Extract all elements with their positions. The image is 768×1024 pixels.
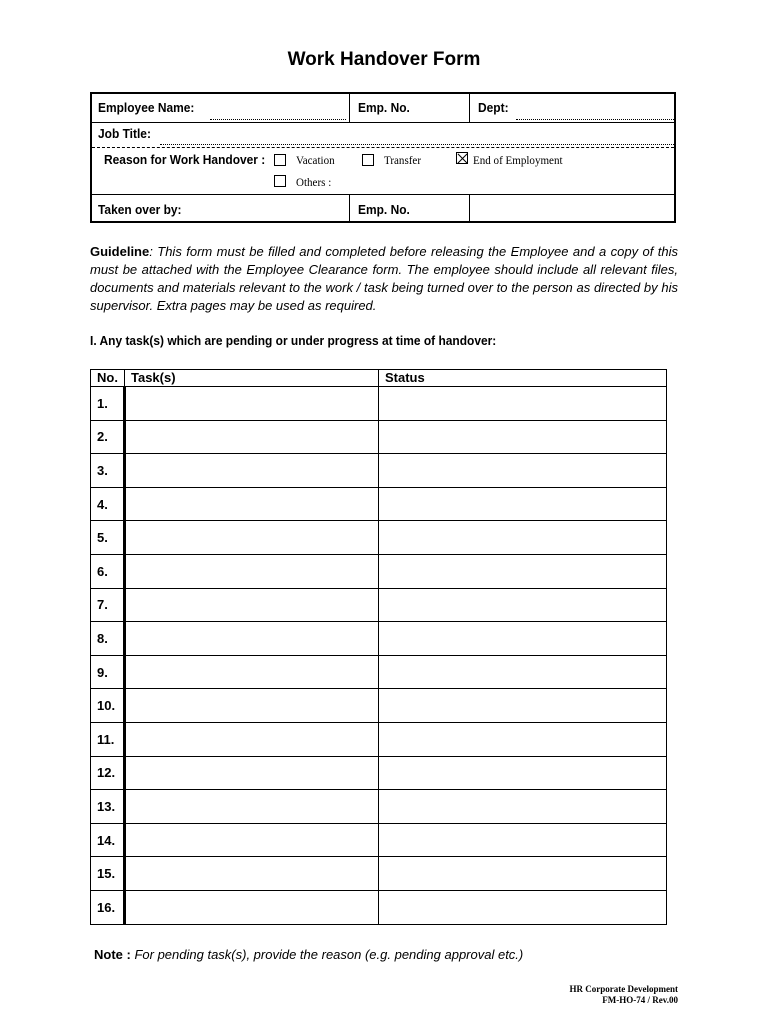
status-cell[interactable] <box>379 487 667 521</box>
task-cell[interactable] <box>125 454 379 488</box>
job-title-field[interactable] <box>160 144 674 145</box>
table-row <box>91 655 667 689</box>
table-row <box>91 420 667 454</box>
emp-no-label: Emp. No. <box>358 100 410 115</box>
guideline-paragraph <box>90 243 678 315</box>
status-cell[interactable] <box>379 823 667 857</box>
table-row <box>91 689 667 723</box>
emp-no-2-label: Emp. No. <box>358 202 410 217</box>
status-cell[interactable] <box>379 420 667 454</box>
table-row <box>91 823 667 857</box>
status-cell[interactable] <box>379 689 667 723</box>
guideline-text: : This form must be filled and completed before releasing the Employee and a copy of this must be attached with the Employee Clearance form. The employee should include all relevant files, documents and materials relevant to the work / task being turned over to the person as directed by his supervisor. Extra pages may be used as required. <box>90 244 678 313</box>
task-rows <box>91 387 667 925</box>
table-row <box>91 756 667 790</box>
task-cell[interactable] <box>125 487 379 521</box>
note-label: Note : <box>94 947 131 962</box>
row-number: 9. <box>91 655 125 689</box>
note <box>94 947 523 962</box>
footer <box>570 984 678 1006</box>
vacation-option-label: Vacation <box>296 153 335 167</box>
status-cell[interactable] <box>379 655 667 689</box>
row-number: 1. <box>91 387 125 421</box>
row-number: 8. <box>91 622 125 656</box>
table-header-row <box>91 370 667 387</box>
task-cell[interactable] <box>125 420 379 454</box>
footer-form-code: FM-HO-74 / Rev.00 <box>602 995 678 1005</box>
row-number: 10. <box>91 689 125 723</box>
others-checkbox[interactable] <box>274 175 286 187</box>
col-divider <box>349 94 350 122</box>
task-cell[interactable] <box>125 823 379 857</box>
transfer-option-label: Transfer <box>384 153 422 167</box>
table-row <box>91 722 667 756</box>
row-number: 12. <box>91 756 125 790</box>
row-divider <box>92 122 674 123</box>
table-row <box>91 622 667 656</box>
task-cell[interactable] <box>125 554 379 588</box>
table-row <box>91 588 667 622</box>
status-cell[interactable] <box>379 857 667 891</box>
status-cell[interactable] <box>379 756 667 790</box>
task-cell[interactable] <box>125 756 379 790</box>
status-cell[interactable] <box>379 790 667 824</box>
row-number: 4. <box>91 487 125 521</box>
status-cell[interactable] <box>379 622 667 656</box>
task-cell[interactable] <box>125 387 379 421</box>
column-header-status: Status <box>379 370 667 387</box>
table-row <box>91 790 667 824</box>
row-number: 6. <box>91 554 125 588</box>
col-divider <box>469 94 470 122</box>
col-divider <box>469 194 470 223</box>
task-cell[interactable] <box>125 722 379 756</box>
table-row <box>91 521 667 555</box>
guideline-label: Guideline <box>90 244 150 259</box>
table-row <box>91 554 667 588</box>
task-cell[interactable] <box>125 588 379 622</box>
table-row <box>91 857 667 891</box>
status-cell[interactable] <box>379 521 667 555</box>
column-header-tasks: Task(s) <box>125 370 379 387</box>
row-number: 7. <box>91 588 125 622</box>
reason-label: Reason for Work Handover : <box>104 152 266 167</box>
task-cell[interactable] <box>125 655 379 689</box>
row-number: 2. <box>91 420 125 454</box>
employee-name-label: Employee Name: <box>98 100 195 115</box>
dept-field[interactable] <box>516 119 674 120</box>
row-number: 13. <box>91 790 125 824</box>
table-row <box>91 454 667 488</box>
row-number: 16. <box>91 890 125 924</box>
footer-department: HR Corporate Development <box>569 984 678 994</box>
row-divider <box>92 194 674 195</box>
row-number: 5. <box>91 521 125 555</box>
dept-label: Dept: <box>478 100 509 115</box>
table-row <box>91 487 667 521</box>
task-cell[interactable] <box>125 890 379 924</box>
row-number: 3. <box>91 454 125 488</box>
taken-over-by-label: Taken over by: <box>98 202 182 217</box>
table-row <box>91 387 667 421</box>
status-cell[interactable] <box>379 722 667 756</box>
row-number: 15. <box>91 857 125 891</box>
status-cell[interactable] <box>379 454 667 488</box>
status-cell[interactable] <box>379 554 667 588</box>
task-cell[interactable] <box>125 521 379 555</box>
tasks-table <box>90 369 667 925</box>
note-text: For pending task(s), provide the reason (e.g. pending approval etc.) <box>134 947 524 962</box>
job-title-label: Job Title: <box>98 126 151 141</box>
table-row <box>91 890 667 924</box>
task-cell[interactable] <box>125 689 379 723</box>
status-cell[interactable] <box>379 387 667 421</box>
column-header-no: No. <box>91 370 125 387</box>
employee-info-box <box>90 92 676 223</box>
page-title: Work Handover Form <box>287 49 481 70</box>
task-cell[interactable] <box>125 790 379 824</box>
others-option-label: Others : <box>296 175 332 189</box>
end-of-employment-option-label: End of Employment <box>473 153 563 167</box>
transfer-checkbox[interactable] <box>362 154 374 166</box>
row-divider <box>92 147 674 148</box>
status-cell[interactable] <box>379 890 667 924</box>
status-cell[interactable] <box>379 588 667 622</box>
vacation-checkbox[interactable] <box>274 154 286 166</box>
section-title: I. Any task(s) which are pending or under progress at time of handover: <box>90 333 497 348</box>
employee-name-field[interactable] <box>210 119 346 120</box>
row-number: 11. <box>91 722 125 756</box>
task-cell[interactable] <box>125 622 379 656</box>
task-cell[interactable] <box>125 857 379 891</box>
row-number: 14. <box>91 823 125 857</box>
end-of-employment-checkbox[interactable] <box>456 152 468 164</box>
col-divider <box>349 194 350 223</box>
